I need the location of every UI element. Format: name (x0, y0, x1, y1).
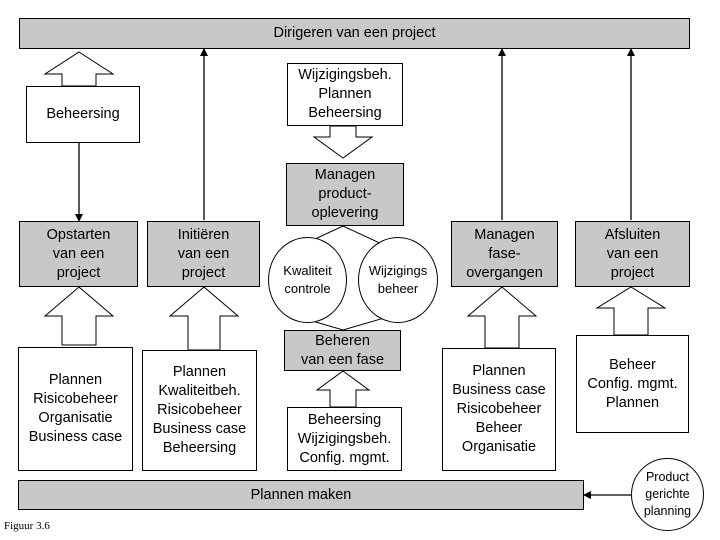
info-box-afsluiten-inputs: Beheer Config. mgmt. Plannen (576, 335, 689, 433)
info-box-top-center: Wijzigingsbeh. Plannen Beheersing (287, 63, 403, 126)
top-bar-dirigeren: Dirigeren van een project (19, 18, 690, 49)
block-arrow-beheersing-up (45, 52, 113, 86)
block-arrow-opstarten-up (45, 287, 113, 345)
info-box-beheersing: Beheersing (26, 86, 140, 143)
info-box-opstarten-inputs: Plannen Risicobeheer Organisatie Business case (18, 347, 133, 471)
figure-caption: Figuur 3.6 (4, 520, 50, 532)
circle-kwaliteitcontrole: Kwaliteit controle (268, 237, 347, 323)
info-box-initieren-inputs: Plannen Kwaliteitbeh. Risicobeheer Business case Beheersing (142, 350, 257, 471)
process-managen-faseovergangen: Managen fase- overgangen (451, 221, 558, 287)
circle-product-gerichte-planning: Product gerichte planning (631, 458, 704, 531)
circle-wijzigingsbeheer: Wijzigings beheer (358, 237, 438, 323)
process-beheren-fase: Beheren van een fase (284, 330, 401, 371)
block-arrow-fase-up (317, 371, 369, 407)
bottom-bar-plannen-maken: Plannen maken (18, 480, 584, 510)
process-afsluiten: Afsluiten van een project (575, 221, 690, 287)
info-box-fase-inputs: Beheersing Wijzigingsbeh. Config. mgmt. (287, 407, 402, 471)
process-managen-productoplevering: Managen product- oplevering (286, 163, 404, 226)
block-arrow-managen-fase-up (468, 287, 536, 348)
block-arrow-afsluiten-up (597, 287, 665, 335)
block-arrow-wijzigingen-down (314, 126, 372, 158)
process-opstarten: Opstarten van een project (19, 221, 138, 287)
block-arrow-initieren-up (170, 287, 238, 350)
process-initieren: Initiëren van een project (147, 221, 260, 287)
info-box-managen-fase-inputs: Plannen Business case Risicobeheer Beheer Organisatie (442, 348, 556, 471)
